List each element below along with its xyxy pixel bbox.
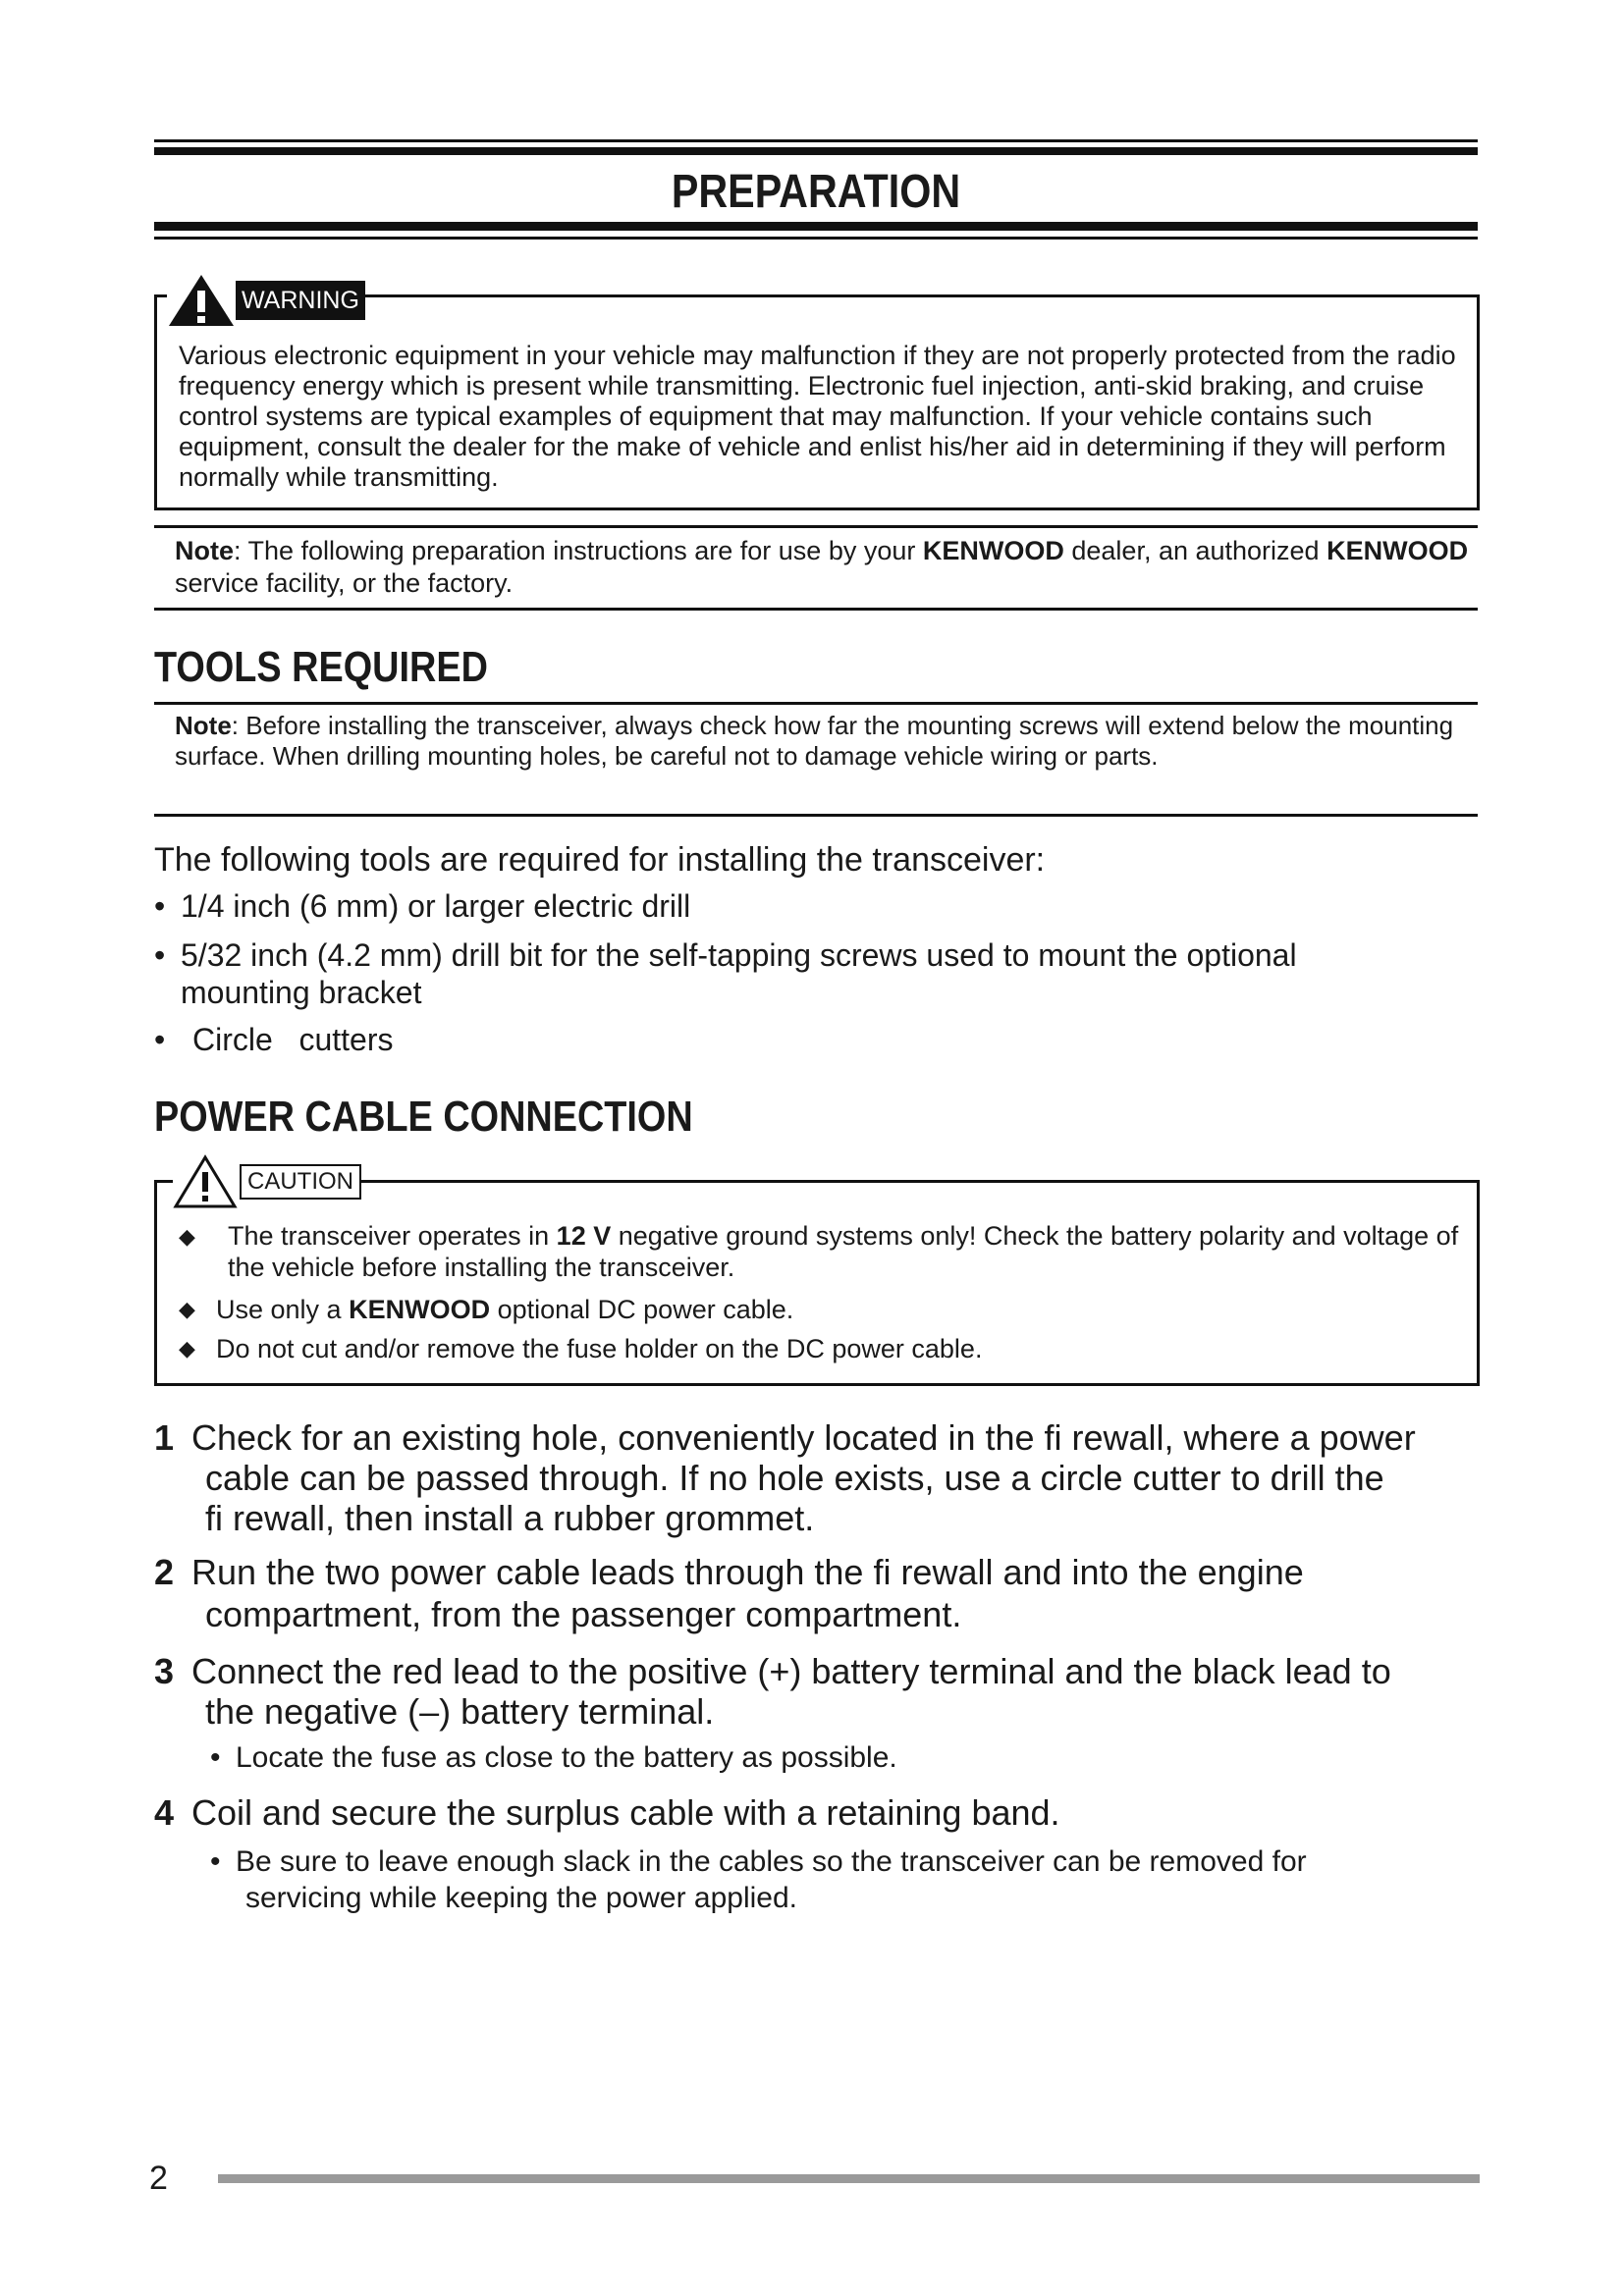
warning-triangle-icon: [167, 273, 236, 328]
step-4-note-line2: servicing while keeping the power applied.: [245, 1882, 798, 1914]
note1-rule-bottom: [154, 608, 1478, 611]
step-number: 3: [154, 1651, 175, 1691]
list-item: •: [210, 1845, 221, 1878]
step-2: 2 Run the two power cable leads through the fi rewall and into the engine compartment, from the passenger compartment.: [154, 1552, 1304, 1634]
title-rule-bottom-thick: [154, 222, 1478, 231]
list-item: •: [154, 1022, 166, 1057]
caution-item-3: Do not cut and/or remove the fuse holder on the DC power cable.: [216, 1334, 983, 1363]
caution-label: [173, 1154, 352, 1209]
caution-triangle-icon: [173, 1154, 238, 1209]
step-4-note-line1: Be sure to leave enough slack in the cables so the transceiver can be removed for: [236, 1845, 1307, 1878]
step-number: 4: [154, 1792, 175, 1833]
tools-heading: TOOLS REQUIRED: [154, 643, 488, 691]
warning-label: [167, 273, 358, 328]
diamond-icon: ◆: [179, 1224, 195, 1249]
diamond-icon: ◆: [179, 1336, 195, 1361]
tools-note: Note: Before installing the transceiver, always check how far the mounting screws will extend below the mounting surface. When drilling mounting holes, be careful not to damage vehicle wiring or parts.: [175, 711, 1454, 771]
tools-intro: The following tools are required for installing the transceiver:: [154, 841, 1046, 879]
title-rule-top-thin: [154, 139, 1478, 142]
list-item: 5/32 inch (4.2 mm) drill bit for the self-tapping screws used to mount the optional mounting bracket: [181, 937, 1297, 1010]
tools-rule-top: [154, 702, 1478, 705]
list-item: •: [154, 888, 166, 924]
list-item: •: [154, 937, 166, 973]
note1: Note: The following preparation instructions are for use by your KENWOOD dealer, an authorized KENWOOD service facility, or the factory.: [175, 536, 1469, 598]
step-number: 2: [154, 1552, 175, 1592]
step-4: 4 Coil and secure the surplus cable with a retaining band.: [154, 1792, 1060, 1833]
diamond-icon: ◆: [179, 1297, 195, 1321]
caution-box: [154, 1180, 1480, 1386]
step-3: 3 Connect the red lead to the positive (+) battery terminal and the black lead to the negative (–) battery terminal.: [154, 1651, 1391, 1732]
note1-rule-top: [154, 525, 1478, 528]
list-item: Circle cutters: [192, 1022, 394, 1057]
title-rule-top-thick: [154, 147, 1478, 155]
caution-item-2: Use only a KENWOOD optional DC power cable.: [216, 1295, 794, 1324]
warning-badge: WARNING: [236, 281, 365, 320]
caution-badge: CAUTION: [240, 1164, 361, 1200]
step-3-note: Locate the fuse as close to the battery as possible.: [236, 1741, 897, 1774]
footer-rule: [218, 2174, 1480, 2183]
title-rule-bottom-thin: [154, 237, 1478, 240]
page-number: 2: [149, 2160, 168, 2197]
power-heading: POWER CABLE CONNECTION: [154, 1093, 693, 1141]
list-item: 1/4 inch (6 mm) or larger electric drill: [181, 888, 691, 924]
caution-item-1: The transceiver operates in 12 V negative ground systems only! Check the battery polarity and voltage of the vehicle before installing the transceiver.: [228, 1221, 1459, 1282]
step-number: 1: [154, 1417, 175, 1458]
note1-label: Note: [175, 536, 234, 565]
tools-note-label: Note: [175, 711, 232, 740]
tools-rule-bottom: [154, 814, 1478, 817]
warning-text: Various electronic equipment in your vehicle may malfunction if they are not properly protected from the radio frequency energy which is present while transmitting. Electronic fuel injection, anti-skid braking, and cruise control systems are typical examples of equipment that may malfunction. If your vehicle contains such equipment, consult the dealer for the make of vehicle and enlist his/her aid in determining if they will perform normally while transmitting.: [179, 341, 1456, 492]
step-1: 1 Check for an existing hole, conveniently located in the fi rewall, where a power cable can be passed through. If no hole exists, use a circle cutter to drill the fi rewall, then install a rubber grommet.: [154, 1417, 1416, 1538]
list-item: •: [210, 1741, 221, 1774]
page-title: PREPARATION: [671, 166, 961, 218]
